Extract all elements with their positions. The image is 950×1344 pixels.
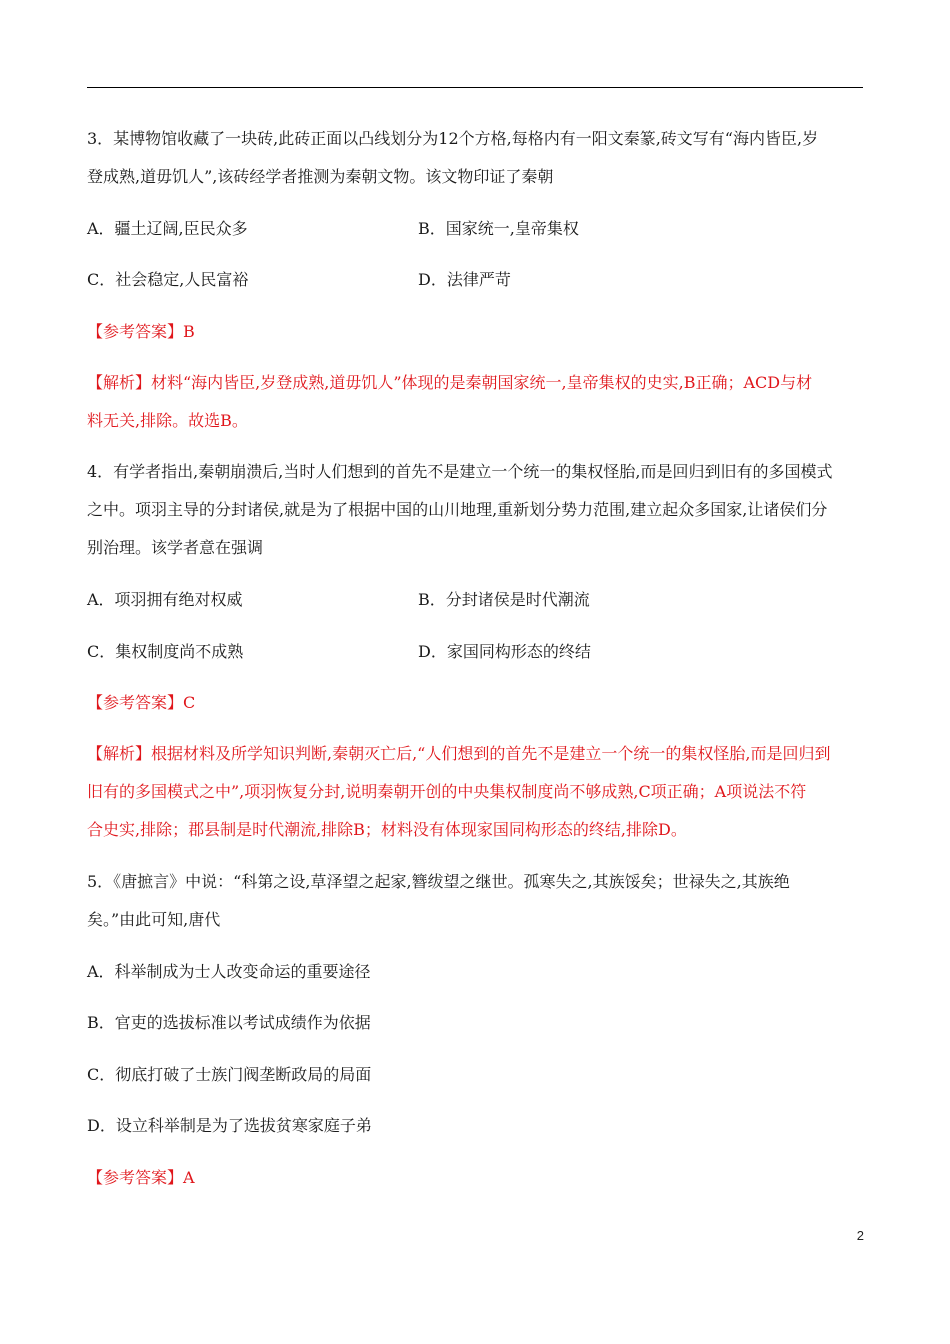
question-5-answer: 【参考答案】A bbox=[87, 1168, 195, 1187]
question-5-option-a: A．科举制成为士人改变命运的重要途径 bbox=[87, 962, 371, 981]
question-3-option-d: D．法律严苛 bbox=[418, 270, 511, 289]
question-4-stem bbox=[87, 453, 863, 567]
question-4-analysis-line-1: 【解析】根据材料及所学知识判断,秦朝灭亡后,“人们想到的首先不是建立一个统一的集权怪胎,而是回归到 bbox=[87, 744, 831, 763]
question-3-line-2: 登成熟,道毋饥人”,该砖经学者推测为秦朝文物。该文物印证了秦朝 bbox=[87, 167, 554, 186]
question-4-analysis-line-3: 合史实,排除；郡县制是时代潮流,排除B；材料没有体现家国同构形态的终结,排除D。 bbox=[87, 820, 687, 839]
page-number: 2 bbox=[856, 1228, 864, 1243]
question-4-option-a: A．项羽拥有绝对权威 bbox=[87, 590, 243, 609]
question-4-option-b: B．分封诸侯是时代潮流 bbox=[418, 590, 590, 609]
question-3-option-c: C．社会稳定,人民富裕 bbox=[87, 270, 249, 289]
question-4-analysis-line-2: 旧有的多国模式之中”,项羽恢复分封,说明秦朝开创的中央集权制度尚不够成熟,C项正确；A项说法不符 bbox=[87, 782, 807, 801]
question-5-line-2: 矣。”由此可知,唐代 bbox=[87, 910, 221, 929]
question-3-analysis-line-1: 【解析】材料“海内皆臣,岁登成熟,道毋饥人”体现的是秦朝国家统一,皇帝集权的史实,B正确；ACD与材 bbox=[87, 373, 813, 392]
header-rule bbox=[87, 87, 863, 88]
question-5-stem bbox=[87, 863, 863, 939]
question-3-answer: 【参考答案】B bbox=[87, 322, 195, 341]
question-5-option-c: C．彻底打破了士族门阀垄断政局的局面 bbox=[87, 1065, 372, 1084]
question-4-analysis bbox=[87, 735, 863, 849]
question-3-analysis bbox=[87, 364, 863, 440]
question-3-option-a: A．疆土辽阔,臣民众多 bbox=[87, 219, 248, 238]
question-3-option-b: B．国家统一,皇帝集权 bbox=[418, 219, 579, 238]
question-5-option-b: B．官吏的选拔标准以考试成绩作为依据 bbox=[87, 1013, 371, 1032]
question-4-option-c: C．集权制度尚不成熟 bbox=[87, 642, 244, 661]
question-5-option-d: D．设立科举制是为了选拔贫寒家庭子弟 bbox=[87, 1116, 372, 1135]
question-3-line-1: 3．某博物馆收藏了一块砖,此砖正面以凸线划分为12个方格,每格内有一阳文秦篆,砖文写有“海内皆臣,岁 bbox=[87, 129, 819, 148]
question-4-option-d: D．家国同构形态的终结 bbox=[418, 642, 591, 661]
question-4-line-3: 别治理。该学者意在强调 bbox=[87, 538, 264, 557]
question-4-line-1: 4．有学者指出,秦朝崩溃后,当时人们想到的首先不是建立一个统一的集权怪胎,而是回归到旧有的多国模式 bbox=[87, 462, 833, 481]
question-3-analysis-line-2: 料无关,排除。故选B。 bbox=[87, 411, 248, 430]
question-4-answer: 【参考答案】C bbox=[87, 693, 196, 712]
question-3-stem bbox=[87, 120, 863, 196]
question-4-line-2: 之中。项羽主导的分封诸侯,就是为了根据中国的山川地理,重新划分势力范围,建立起众多国家,让诸侯们分 bbox=[87, 500, 828, 519]
question-5-line-1: 5．《唐摭言》中说：“科第之设,草泽望之起家,簪绂望之继世。孤寒失之,其族馁矣；世禄失之,其族绝 bbox=[87, 872, 790, 891]
